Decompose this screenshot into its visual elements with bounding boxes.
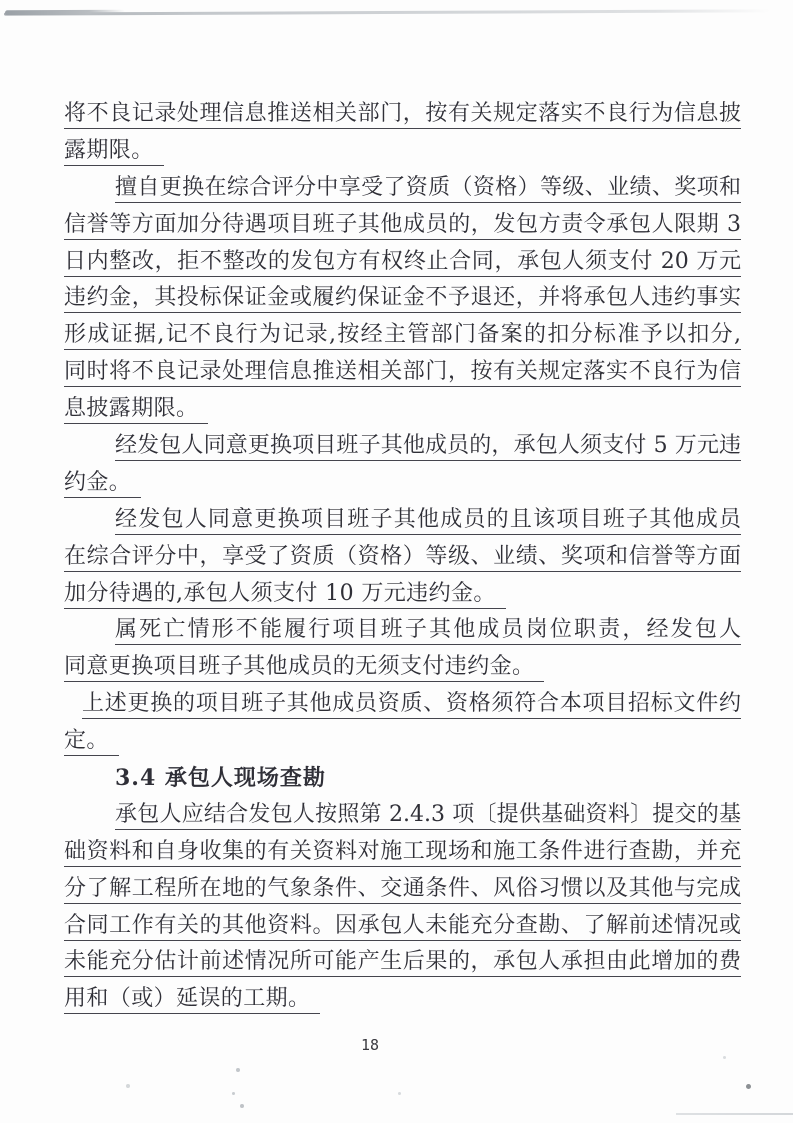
text-line: 同时将不良记录处理信息推送相关部门，按有关规定落实不良行为信 [64, 360, 741, 387]
text-line: 属死亡情形不能履行项目班子其他成员岗位职责，经发包人 [115, 618, 741, 645]
scan-speck [236, 1068, 240, 1072]
text-block [64, 102, 741, 1024]
scan-speck [126, 1084, 130, 1088]
text-line: 经发包人同意更换项目班子其他成员的且该项目班子其他成员 [115, 508, 741, 535]
text-line: 合同工作有关的其他资料。因承包人未能充分查勘、了解前述情况或 [64, 914, 741, 941]
text-line: 违约金，其投标保证金或履约保证金不予退还，并将承包人违约事实 [64, 286, 741, 313]
text-line: 加分待遇的,承包人须支付 10 万元违约金。 [64, 582, 506, 609]
text-line: 在综合评分中，享受了资质（资格）等级、业绩、奖项和信誉等方面 [64, 545, 741, 572]
text-line: 露期限。 [64, 139, 164, 166]
text-line: 础资料和自身收集的有关资料对施工现场和施工条件进行查勘，并充 [64, 840, 741, 867]
scan-speck [723, 1056, 726, 1059]
scan-speck [398, 1092, 401, 1095]
text-line: 用和（或）延误的工期。 [64, 987, 320, 1014]
text-line: 上述更换的项目班子其他成员资质、资格须符合本项目招标文件约 [82, 692, 741, 719]
text-line: 经发包人同意更换项目班子其他成员的，承包人须支付 5 万元违 [115, 434, 741, 461]
page-number: 18 [360, 1036, 380, 1054]
scan-speck [240, 1104, 244, 1108]
section-heading: 3.4 承包人现场查勘 [115, 765, 326, 792]
text-line: 约金。 [64, 471, 141, 498]
text-line: 将不良记录处理信息推送相关部门，按有关规定落实不良行为信息披 [64, 102, 741, 129]
scan-artifact-top-edge-dark [5, 10, 125, 16]
scan-speck [232, 1092, 235, 1095]
text-line: 日内整改，拒不整改的发包方有权终止合同，承包人须支付 20 万元 [64, 250, 741, 277]
text-line: 未能充分估计前述情况所可能产生后果的，承包人承担由此增加的费 [64, 950, 741, 977]
text-line: 同意更换项目班子其他成员的无须支付违约金。 [64, 655, 544, 682]
text-line: 分了解工程所在地的气象条件、交通条件、风俗习惯以及其他与完成 [64, 877, 741, 904]
text-line: 定。 [64, 729, 119, 756]
text-line: 擅自更换在综合评分中享受了资质（资格）等级、业绩、奖项和 [115, 176, 741, 203]
scan-artifact-bottom-edge [676, 1113, 793, 1115]
text-line: 承包人应结合发包人按照第 2.4.3 项〔提供基础资料〕提交的基 [115, 803, 741, 830]
text-line: 形成证据,记不良行为记录,按经主管部门备案的扣分标准予以扣分, [64, 323, 741, 350]
scan-speck [746, 1084, 751, 1089]
text-line: 信誉等方面加分待遇项目班子其他成员的，发包方责令承包人限期 3 [64, 213, 741, 240]
text-line: 息披露期限。 [64, 397, 208, 424]
